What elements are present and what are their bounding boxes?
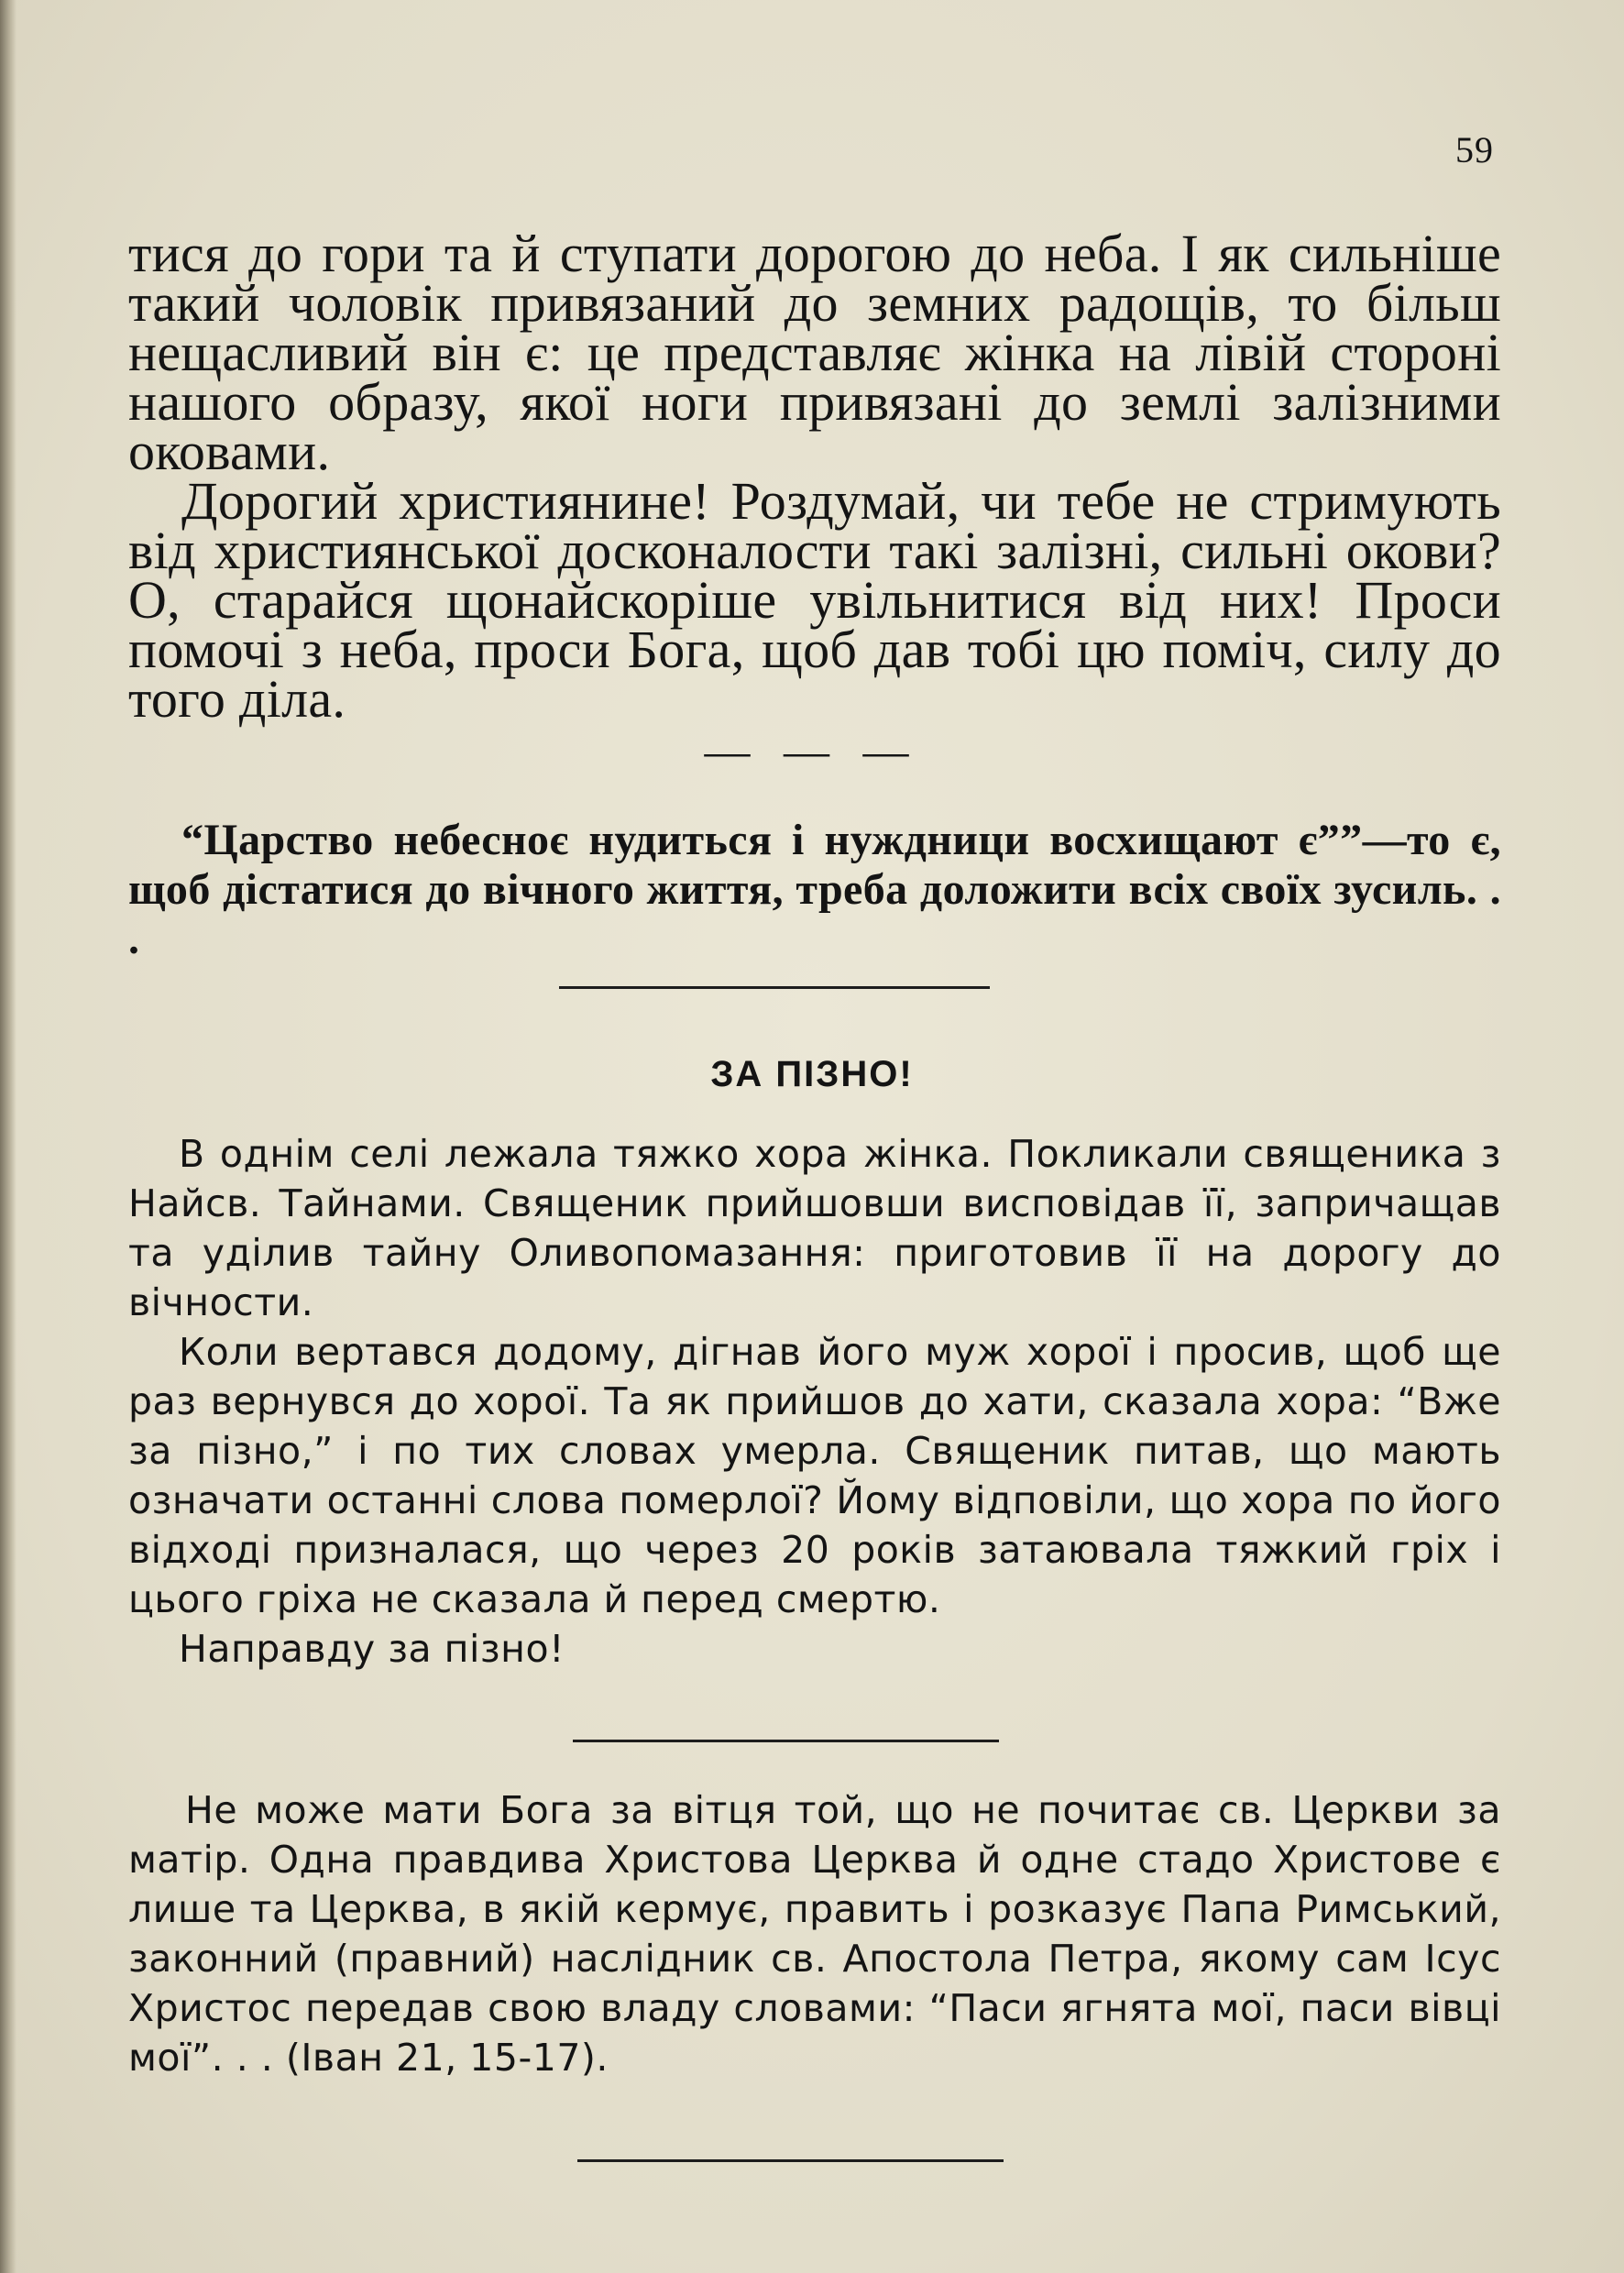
section-divider-3: [577, 2159, 1004, 2162]
story-text: [128, 1129, 1501, 1674]
lead-paragraph-2: Дорогий християнине! Роздумай, чи тебе не стримують від християнської досконалости такі залізні, сильні окови? О, старайся щонайскоріше увільнитися від них! Проси помочі з неба, проси Бога, щоб дав тобі цю поміч, силу до того діла.: [128, 471, 1501, 729]
scripture-quote: [128, 816, 1501, 964]
story-paragraph-3: Направду за пізно!: [179, 1627, 565, 1671]
lead-text: [128, 224, 1501, 729]
closing-text: [128, 1785, 1501, 2082]
story-paragraph-2: Коли вертався додому, дігнав його муж хорої і просив, щоб ще раз вернувся до хорої. Та як прийшов до хати, сказала хора: “Вже за пізно,” і по тих словах умерла. Священик питав, що мають означати останні слова померлої? Йому відповіли, що хора по його відході призналася, що через 20 років затаювала тяжкий гріх і цього гріха не сказала й перед смертю.: [128, 1330, 1501, 1621]
lead-paragraph-1: тися до гори та й ступати дорогою до неба. І як сильніше такий чоловік привязаний до земних радощів, то більш нещасливий він є: це представляє жінка на лівій стороні нашого образу, якої ноги привязані до землі залізними оковами.: [128, 224, 1501, 481]
dash-separator: — — —: [704, 725, 920, 776]
page-number: 59: [1455, 129, 1494, 170]
quote-paragraph: “Царство небеснoє нудиться і нуждници восхищают є””—то є, щоб дістатися до вічного життя, треба доложити всіх своїх зусиль. . .: [128, 816, 1501, 963]
page-binding-edge: [0, 0, 16, 2273]
section-divider-1: [559, 986, 990, 989]
story-paragraph-1: В однім селі лежала тяжко хора жінка. Покликали священика з Найсв. Тайнами. Священик прийшовши висповідав її, запричащав та уділив тайну Оливопомазання: приготовив її на дорогу до вічности.: [128, 1132, 1501, 1324]
story-title: ЗА ПІЗНО!: [710, 1054, 914, 1094]
section-divider-2: [573, 1740, 999, 1742]
closing-paragraph: Не може мати Бога за вітця той, що не почитає св. Церкви за матір. Одна правдива Христова Церква й одне стадо Христове є лише та Церква, в якій кермує, править і розказує Папа Римський, законний (правний) наслідник св. Апостола Петра, якому сам Ісус Христос передав свою владу словами: “Паси ягнята мої, паси вівці мої”. . . (Іван 21, 15-17).: [128, 1788, 1501, 2080]
